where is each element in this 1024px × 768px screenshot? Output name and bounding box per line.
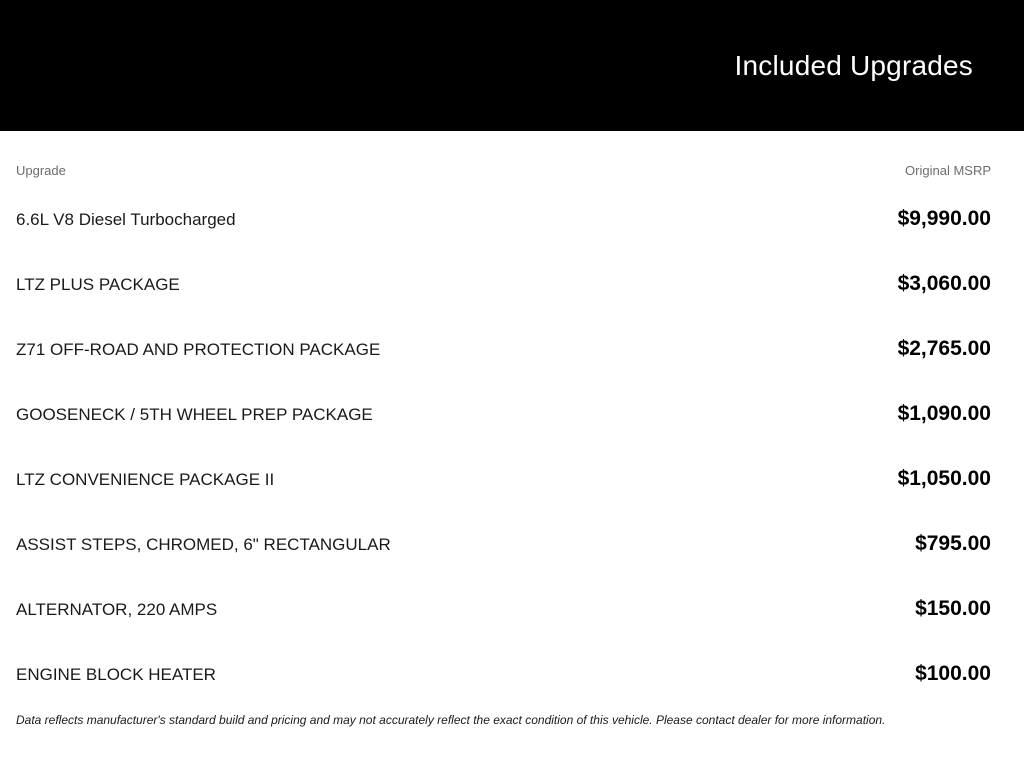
upgrade-name: ENGINE BLOCK HEATER	[16, 665, 216, 684]
upgrade-price: $9,990.00	[897, 207, 991, 230]
table-column-headers	[16, 163, 991, 179]
disclaimer-text: Data reflects manufacturer's standard build and pricing and may not accurately reflect the exact condition of this vehicle. Please contact dealer for more information.	[16, 713, 886, 727]
upgrade-name: LTZ PLUS PACKAGE	[16, 275, 180, 294]
table-row	[16, 662, 991, 686]
table-row	[16, 467, 991, 491]
upgrade-name: Z71 OFF-ROAD AND PROTECTION PACKAGE	[16, 340, 381, 359]
upgrades-list	[16, 207, 991, 686]
table-row	[16, 337, 991, 361]
upgrades-section	[0, 131, 1024, 728]
upgrade-name: ASSIST STEPS, CHROMED, 6" RECTANGULAR	[16, 535, 391, 554]
upgrade-name: 6.6L V8 Diesel Turbocharged	[16, 210, 236, 229]
page-title: Included Upgrades	[734, 49, 973, 81]
upgrade-price: $100.00	[915, 662, 991, 685]
upgrade-price: $150.00	[915, 597, 991, 620]
table-row	[16, 207, 991, 231]
upgrade-price: $2,765.00	[897, 337, 991, 360]
column-header-upgrade: Upgrade	[16, 163, 66, 178]
table-row	[16, 402, 991, 426]
upgrade-price: $795.00	[915, 532, 991, 555]
table-row	[16, 272, 991, 296]
upgrade-name: LTZ CONVENIENCE PACKAGE II	[16, 470, 275, 489]
upgrade-price: $3,060.00	[897, 272, 991, 295]
page-header	[0, 0, 1024, 131]
upgrade-price: $1,090.00	[897, 402, 991, 425]
upgrade-name: ALTERNATOR, 220 AMPS	[16, 600, 218, 619]
table-row	[16, 597, 991, 621]
upgrade-name: GOOSENECK / 5TH WHEEL PREP PACKAGE	[16, 405, 373, 424]
upgrade-price: $1,050.00	[897, 467, 991, 490]
column-header-msrp: Original MSRP	[905, 163, 991, 178]
table-row	[16, 532, 991, 556]
